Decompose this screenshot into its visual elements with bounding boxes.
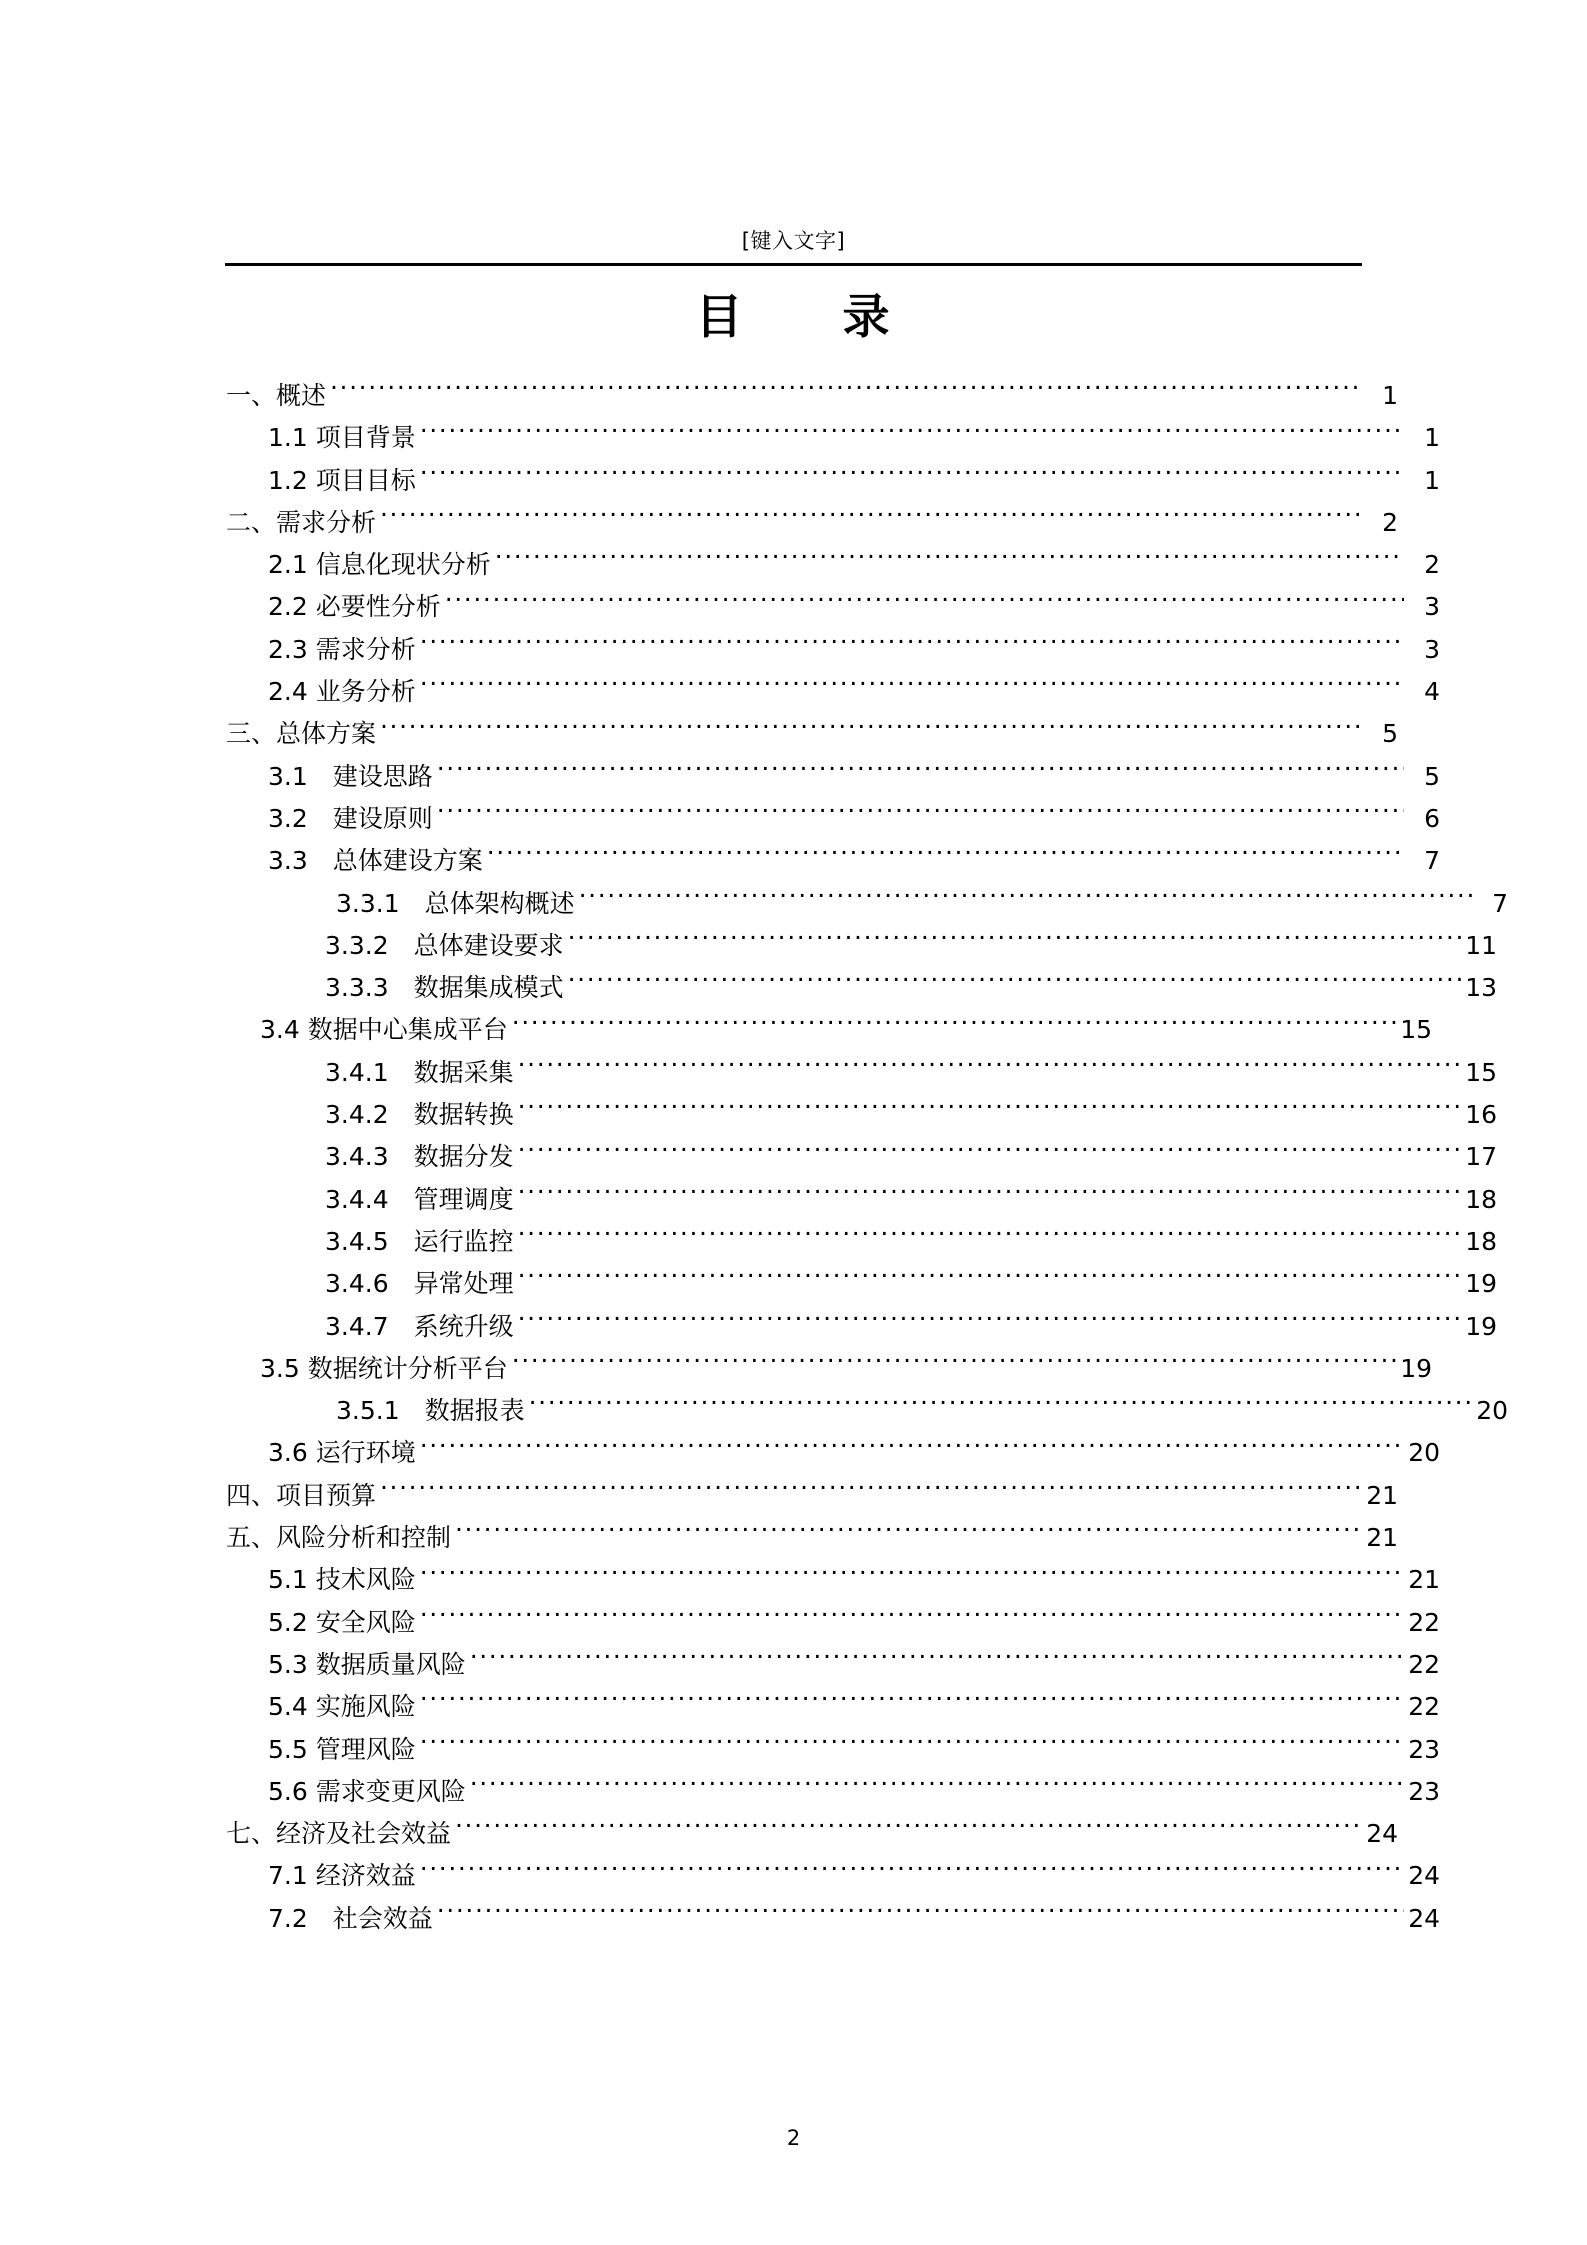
- toc-entry[interactable]: [325, 925, 1497, 967]
- toc-entry[interactable]: [226, 375, 1398, 417]
- toc-dot-leader: [470, 1648, 1404, 1673]
- toc-dot-leader: [518, 1225, 1461, 1250]
- toc-entry-label: 3.3.3 数据集成模式: [325, 973, 564, 1003]
- toc-entry-page-number: 1: [1424, 465, 1440, 495]
- toc-entry-page-number: 13: [1465, 973, 1497, 1003]
- toc-entry-label: 3.4.4 管理调度: [325, 1184, 514, 1214]
- toc-dot-leader: [437, 802, 1404, 827]
- toc-entry-page-number: 18: [1465, 1226, 1497, 1256]
- toc-entry-page-number: 22: [1408, 1607, 1440, 1637]
- toc-entry-label: 3.4 数据中心集成平台: [260, 1015, 508, 1045]
- toc-entry[interactable]: [268, 798, 1440, 840]
- toc-entry[interactable]: [268, 1686, 1440, 1728]
- page-header: [225, 228, 1362, 254]
- toc-dot-leader: [518, 1098, 1461, 1123]
- toc-dot-leader: [437, 760, 1404, 785]
- toc-entry-label: 二、需求分析: [226, 507, 377, 537]
- toc-entry-page-number: 24: [1408, 1903, 1440, 1933]
- toc-dot-leader: [518, 1056, 1461, 1081]
- toc-entry-page-number: 19: [1400, 1353, 1432, 1383]
- toc-entry-label: 5.1 技术风险: [268, 1565, 416, 1595]
- toc-entry-page-number: 1: [1382, 381, 1398, 410]
- toc-entry-page-number: 20: [1408, 1438, 1440, 1468]
- toc-entry-page-number: 3: [1424, 634, 1440, 664]
- toc-dot-leader: [420, 1733, 1404, 1758]
- toc-entry-label: 七、经济及社会效益: [226, 1819, 452, 1849]
- toc-entry[interactable]: [268, 1855, 1440, 1897]
- toc-dot-leader: [420, 675, 1404, 700]
- toc-entry-label: 3.3.2 总体建设要求: [325, 930, 564, 960]
- toc-entry[interactable]: [325, 1221, 1497, 1263]
- toc-entry[interactable]: [268, 1771, 1440, 1813]
- toc-dot-leader: [579, 887, 1472, 912]
- toc-entry-page-number: 17: [1465, 1142, 1497, 1172]
- header-divider-rule: [225, 263, 1362, 266]
- toc-entry[interactable]: [325, 1263, 1497, 1305]
- toc-entry-label: 7.2 社会效益: [268, 1903, 433, 1933]
- toc-entry-label: 2.3 需求分析: [268, 634, 416, 664]
- toc-entry[interactable]: [325, 1179, 1497, 1221]
- toc-entry-page-number: 24: [1408, 1861, 1440, 1891]
- toc-entry[interactable]: [325, 1094, 1497, 1136]
- toc-entry[interactable]: [260, 1348, 1432, 1390]
- toc-entry-page-number: 24: [1366, 1819, 1398, 1849]
- toc-dot-leader: [518, 1183, 1461, 1208]
- toc-entry-label: 3.4.1 数据采集: [325, 1057, 514, 1087]
- toc-dot-leader: [420, 421, 1404, 446]
- toc-dot-leader: [512, 1013, 1396, 1038]
- toc-entry-page-number: 19: [1465, 1269, 1497, 1299]
- toc-entry-page-number: 15: [1400, 1015, 1432, 1045]
- toc-entry[interactable]: [268, 671, 1440, 713]
- toc-entry[interactable]: [268, 460, 1440, 502]
- toc-dot-leader: [420, 1859, 1404, 1884]
- toc-entry-label: 3.5 数据统计分析平台: [260, 1353, 508, 1383]
- toc-entry[interactable]: [268, 1559, 1440, 1601]
- toc-entry[interactable]: [268, 544, 1440, 586]
- toc-entry[interactable]: [268, 756, 1440, 798]
- toc-entry[interactable]: [260, 1009, 1432, 1051]
- page-title: 目 录: [695, 290, 892, 345]
- toc-dot-leader: [420, 1690, 1404, 1715]
- toc-entry[interactable]: [325, 1136, 1497, 1178]
- toc-entry-label: 3.4.7 系统升级: [325, 1311, 514, 1341]
- toc-entry-label: 2.1 信息化现状分析: [268, 550, 491, 580]
- toc-dot-leader: [512, 1352, 1396, 1377]
- toc-dot-leader: [455, 1521, 1362, 1546]
- toc-dot-leader: [420, 1436, 1404, 1461]
- toc-entry[interactable]: [325, 1052, 1497, 1094]
- toc-entry-label: 五、风险分析和控制: [226, 1523, 452, 1553]
- toc-entry[interactable]: [226, 502, 1398, 544]
- toc-entry-page-number: 19: [1465, 1311, 1497, 1341]
- toc-entry-page-number: 5: [1424, 761, 1440, 791]
- toc-entry[interactable]: [325, 967, 1497, 1009]
- toc-entry[interactable]: [325, 1306, 1497, 1348]
- toc-entry-page-number: 21: [1366, 1480, 1398, 1510]
- toc-entry-label: 5.5 管理风险: [268, 1734, 416, 1764]
- toc-entry-page-number: 16: [1465, 1100, 1497, 1130]
- toc-entry[interactable]: [268, 1898, 1440, 1940]
- toc-dot-leader: [380, 1479, 1362, 1504]
- toc-entry-page-number: 21: [1366, 1523, 1398, 1553]
- table-of-contents: [218, 375, 1508, 1940]
- toc-entry-page-number: 3: [1424, 592, 1440, 622]
- toc-entry[interactable]: [268, 840, 1440, 882]
- toc-entry[interactable]: [226, 1813, 1398, 1855]
- toc-entry-label: 3.1 建设思路: [268, 761, 433, 791]
- toc-entry-label: 三、总体方案: [226, 719, 377, 749]
- toc-entry-page-number: 4: [1424, 677, 1440, 707]
- toc-dot-leader: [487, 844, 1404, 869]
- toc-entry-label: 1.1 项目背景: [268, 423, 416, 453]
- toc-entry-label: 3.5.1 数据报表: [336, 1396, 525, 1426]
- toc-dot-leader: [568, 929, 1461, 954]
- toc-entry[interactable]: [268, 417, 1440, 459]
- toc-dot-leader: [445, 590, 1404, 615]
- toc-entry-page-number: 2: [1424, 550, 1440, 580]
- toc-dot-leader: [437, 1902, 1404, 1927]
- toc-entry-page-number: 5: [1382, 719, 1398, 749]
- toc-entry-label: 3.6 运行环境: [268, 1438, 416, 1468]
- toc-entry-page-number: 15: [1465, 1057, 1497, 1087]
- toc-dot-leader: [529, 1394, 1472, 1419]
- toc-entry-label: 5.2 安全风险: [268, 1607, 416, 1637]
- toc-entry-page-number: 18: [1465, 1184, 1497, 1214]
- toc-entry-label: 3.4.6 异常处理: [325, 1269, 514, 1299]
- toc-entry[interactable]: [226, 713, 1398, 755]
- toc-entry-page-number: 6: [1424, 803, 1440, 833]
- toc-entry-page-number: 2: [1382, 507, 1398, 537]
- toc-dot-leader: [380, 506, 1362, 531]
- toc-entry-label: 3.4.5 运行监控: [325, 1226, 514, 1256]
- toc-entry-page-number: 20: [1476, 1396, 1508, 1426]
- toc-entry[interactable]: [268, 629, 1440, 671]
- toc-entry[interactable]: [226, 1475, 1398, 1517]
- toc-entry-label: 5.4 实施风险: [268, 1692, 416, 1722]
- toc-entry[interactable]: [268, 1432, 1440, 1474]
- toc-entry[interactable]: [336, 883, 1508, 925]
- toc-entry[interactable]: [268, 1602, 1440, 1644]
- toc-entry-page-number: 7: [1424, 846, 1440, 876]
- toc-entry[interactable]: [268, 1644, 1440, 1686]
- toc-dot-leader: [518, 1140, 1461, 1165]
- toc-entry-label: 7.1 经济效益: [268, 1861, 416, 1891]
- toc-dot-leader: [470, 1775, 1404, 1800]
- toc-entry-label: 1.2 项目目标: [268, 465, 416, 495]
- toc-entry-page-number: 11: [1465, 930, 1497, 960]
- toc-dot-leader: [568, 971, 1461, 996]
- toc-dot-leader: [380, 717, 1362, 742]
- toc-entry-label: 5.6 需求变更风险: [268, 1776, 466, 1806]
- toc-entry-label: 2.4 业务分析: [268, 677, 416, 707]
- toc-entry[interactable]: [226, 1517, 1398, 1559]
- toc-entry[interactable]: [268, 586, 1440, 628]
- toc-entry-label: 3.2 建设原则: [268, 803, 433, 833]
- toc-entry-label: 一、概述: [226, 381, 327, 410]
- toc-entry-label: 3.4.3 数据分发: [325, 1142, 514, 1172]
- toc-entry-label: 2.2 必要性分析: [268, 592, 441, 622]
- toc-dot-leader: [420, 1606, 1404, 1631]
- toc-entry-label: 5.3 数据质量风险: [268, 1649, 466, 1679]
- toc-entry-page-number: 23: [1408, 1734, 1440, 1764]
- header-placeholder-text: [键入文字]: [741, 229, 846, 253]
- toc-entry-page-number: 7: [1492, 888, 1508, 918]
- toc-entry-page-number: 22: [1408, 1649, 1440, 1679]
- toc-entry-label: 3.3 总体建设方案: [268, 846, 483, 876]
- toc-dot-leader: [420, 464, 1404, 489]
- toc-dot-leader: [420, 633, 1404, 658]
- toc-entry-page-number: 1: [1424, 423, 1440, 453]
- toc-dot-leader: [455, 1817, 1362, 1842]
- toc-entry-label: 四、项目预算: [226, 1480, 377, 1510]
- toc-dot-leader: [518, 1310, 1461, 1335]
- toc-dot-leader: [518, 1267, 1461, 1292]
- toc-dot-leader: [330, 379, 1362, 404]
- toc-dot-leader: [495, 548, 1404, 573]
- footer-page-number: 2: [786, 2126, 801, 2150]
- toc-dot-leader: [420, 1563, 1404, 1588]
- toc-entry-page-number: 21: [1408, 1565, 1440, 1595]
- toc-entry[interactable]: [268, 1729, 1440, 1771]
- toc-entry-page-number: 23: [1408, 1776, 1440, 1806]
- toc-entry-label: 3.3.1 总体架构概述: [336, 888, 575, 918]
- toc-entry-page-number: 22: [1408, 1692, 1440, 1722]
- toc-entry-label: 3.4.2 数据转换: [325, 1100, 514, 1130]
- toc-entry[interactable]: [336, 1390, 1508, 1432]
